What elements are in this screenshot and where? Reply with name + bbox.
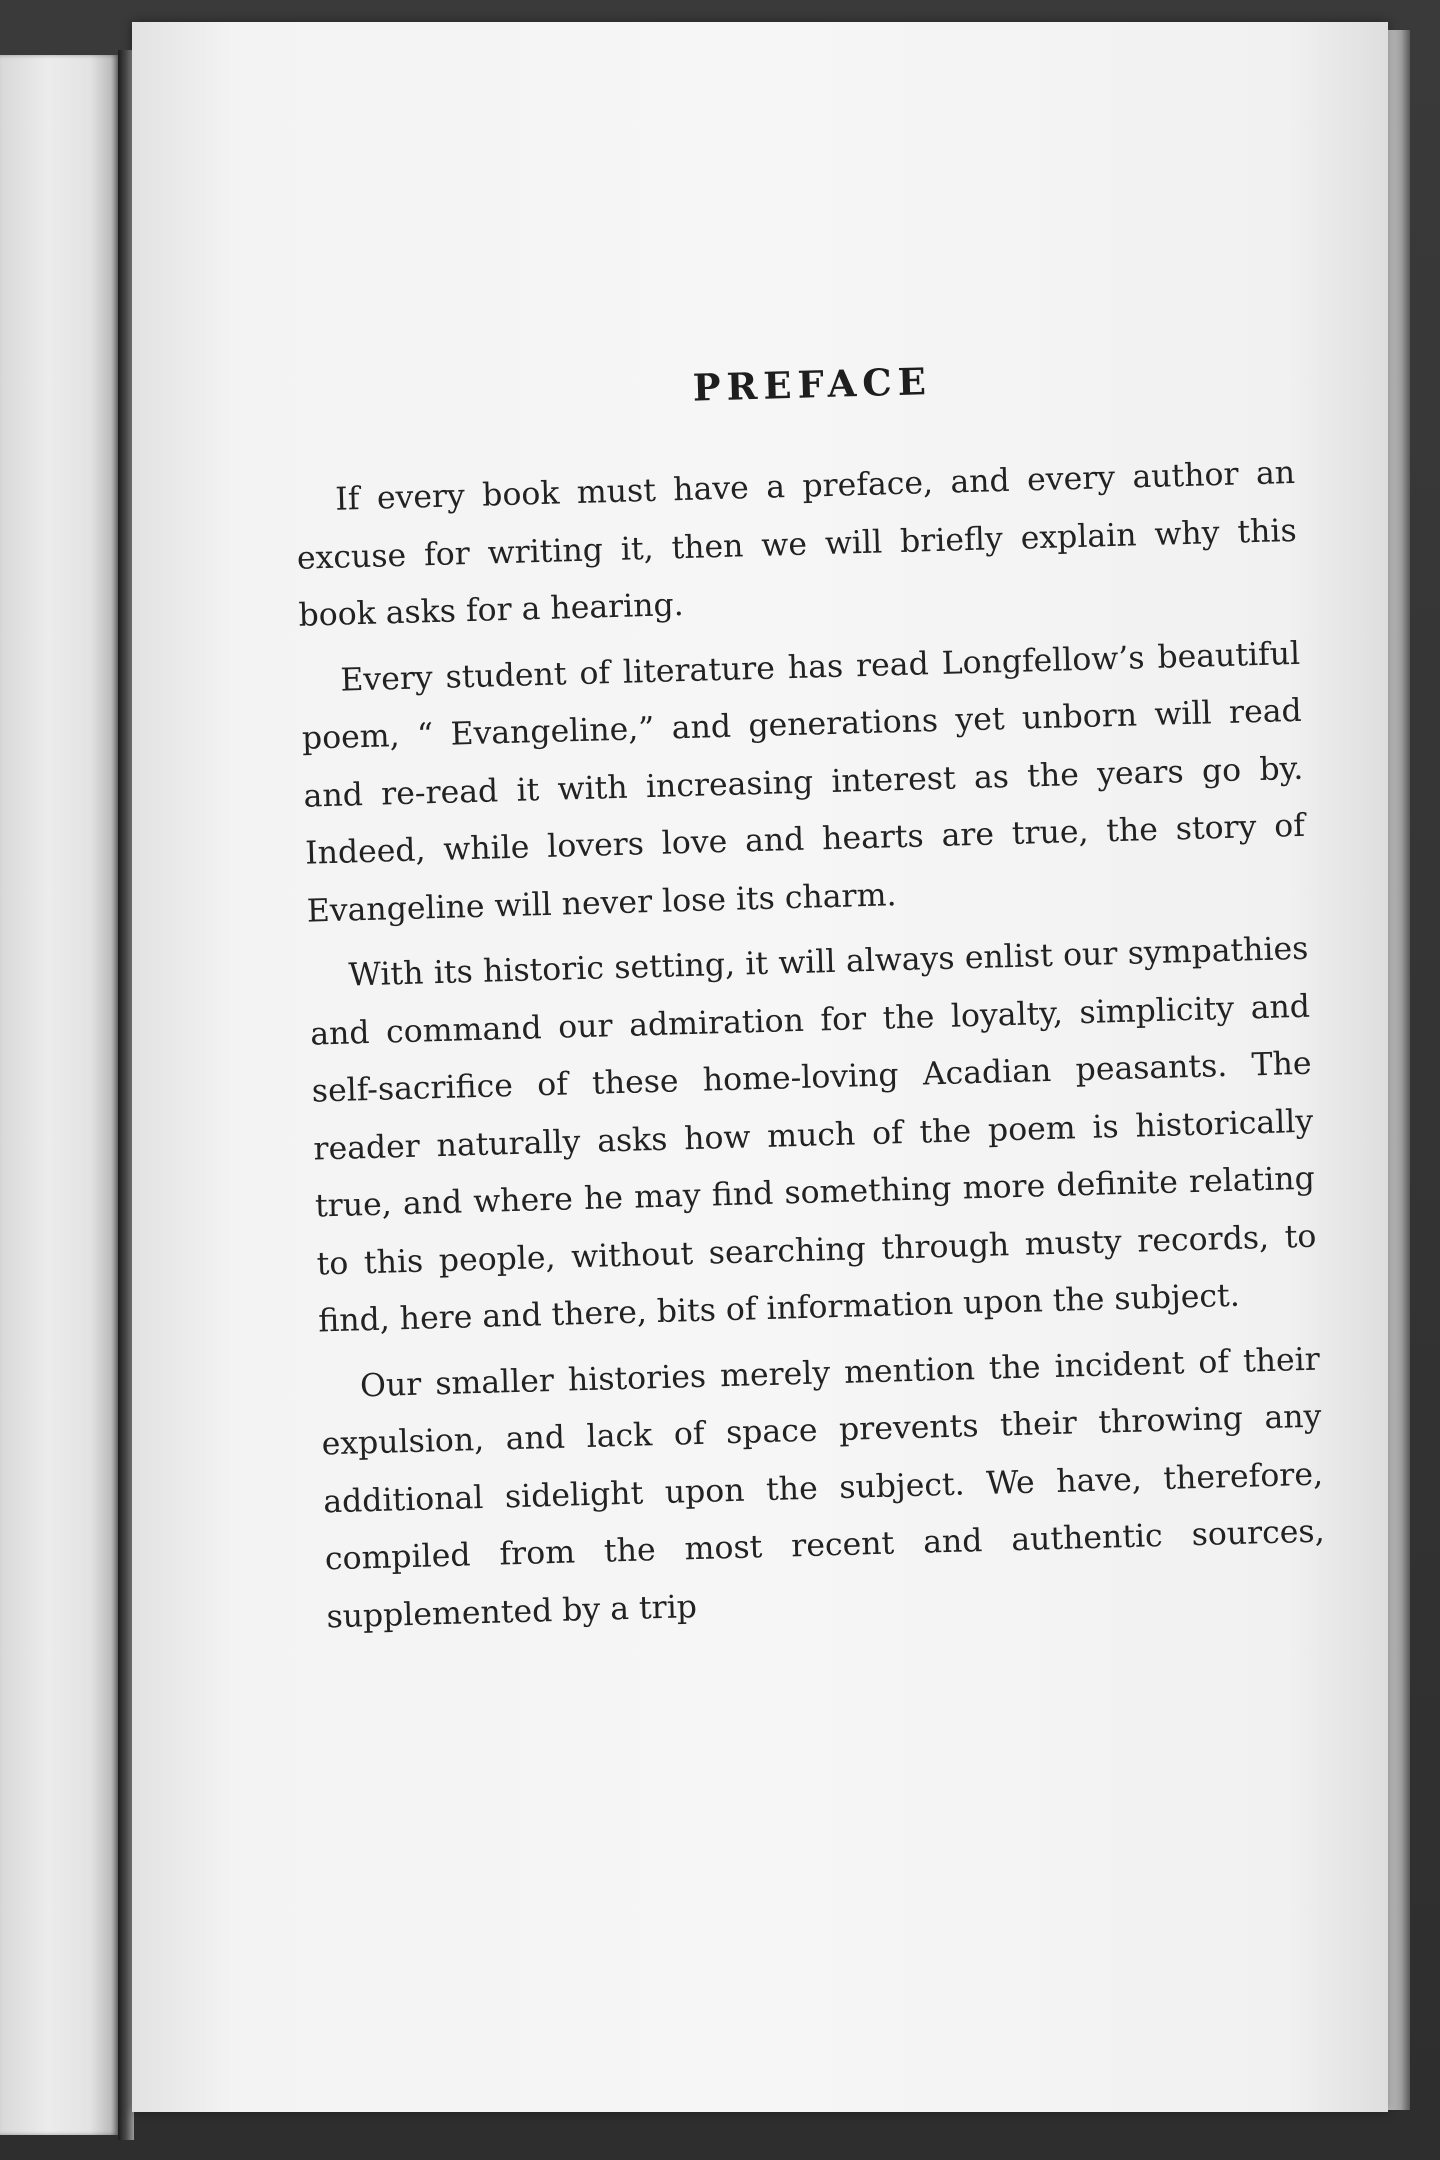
page-heading: PREFACE (692, 359, 933, 410)
previous-page-edge (0, 55, 120, 2135)
paragraph-2: Every student of literature has read Longfellow’s beautiful poem, “ Evangeline,” and generations yet unborn will read and re-read it with increasing interest as the years go by. Indeed, while lovers love and hearts are true, the story of Evangeline will never lose its charm. (301, 635, 1306, 930)
preface-body (295, 445, 1327, 1646)
page-stack-edge (1388, 30, 1410, 2110)
page-content (282, 0, 1327, 1654)
paragraph-4: Our smaller histories merely mention the incident of their expulsion, and lack of space prevents their throwing any additional sidelight upon the subject. We have, therefore, compiled from the most recent and authentic sources, supplemented by a trip (321, 1341, 1326, 1635)
book-page (132, 22, 1388, 2112)
paragraph-3: With its historic setting, it will always enlist our sympathies and command our admiration for the loyalty, simplicity and self-sacrifice of these home-loving Acadian peasants. The reader naturally asks how much of the poem is historically true, and where he may find something more definite relating to this people, without searching through musty records, to find, here and there, bits of information upon the subject. (309, 930, 1317, 1340)
paragraph-1: If every book must have a preface, and every author an excuse for writing it, then we will briefly explain why this book asks for a hearing. (296, 454, 1298, 634)
